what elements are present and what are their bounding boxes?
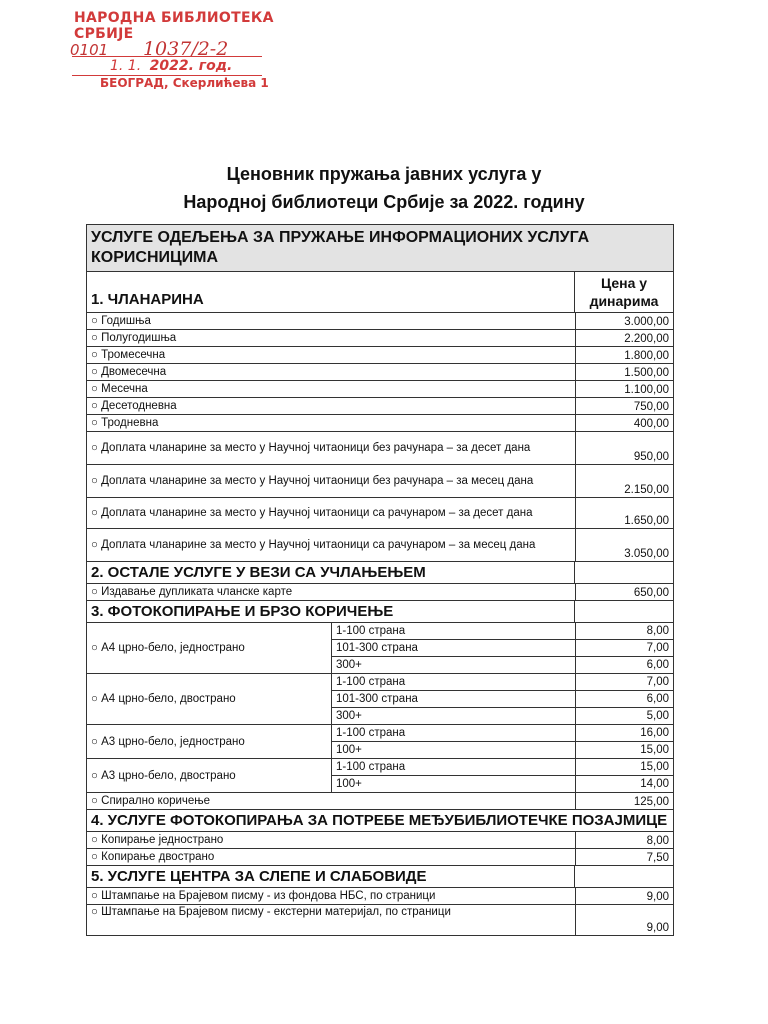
section-3-header <box>87 601 673 623</box>
item-name: ○ Штампање на Брајевом писму - из фондова НБС, по страници <box>91 890 436 902</box>
copy-group-a3-single <box>87 725 673 759</box>
item-name: ○ Издавање дупликата чланске карте <box>91 586 293 598</box>
copy-group-a4-double <box>87 674 673 725</box>
stamp-address: БЕОГРАД, Скерлићева 1 <box>100 76 269 90</box>
table-row <box>332 657 673 673</box>
stamp-date: 1. 1. <box>110 58 142 74</box>
price-table <box>86 224 674 936</box>
item-name: ○ Полугодишња <box>91 332 177 344</box>
copy-group-a4-single <box>87 623 673 674</box>
item-name: ○ Штампање на Брајевом писму - екстерни материјал, по страници <box>91 906 451 918</box>
band-line-1: УСЛУГЕ ОДЕЉЕЊА ЗА ПРУЖАЊЕ ИНФОРМАЦИОНИХ УСЛУГА <box>91 229 590 246</box>
item-price: 2.150,00 <box>575 465 673 497</box>
item-price: 9,00 <box>575 888 673 904</box>
table-row <box>332 759 673 776</box>
table-row <box>87 398 673 415</box>
page-range: 101-300 страна <box>336 642 418 654</box>
section-title: 2. ОСТАЛЕ УСЛУГЕ У ВЕЗИ СА УЧЛАЊЕЊЕМ <box>91 564 426 581</box>
table-row <box>87 849 673 866</box>
table-row <box>87 330 673 347</box>
section-4-header <box>87 810 673 832</box>
item-price: 9,00 <box>575 905 673 935</box>
table-row <box>87 432 673 465</box>
stamp-registry-number: 1037/2-2 <box>142 38 229 60</box>
item-name: ○ Доплата чланарине за место у Научној читаоници без рачунара – за десет дана <box>91 442 531 454</box>
item-price: 1.500,00 <box>575 364 673 380</box>
item-price: 5,00 <box>575 708 673 724</box>
item-name: ○ Доплата чланарине за место у Научној читаоници без рачунара – за месец дана <box>91 475 534 487</box>
table-row <box>87 465 673 498</box>
table-row <box>87 888 673 905</box>
price-column-header: Цена у динарима <box>574 272 673 312</box>
item-name: ○ Десетодневна <box>91 400 177 412</box>
page-range: 1-100 страна <box>336 727 406 739</box>
copy-group-a3-double <box>87 759 673 793</box>
item-name: ○ Месечна <box>91 383 148 395</box>
stamp-library-name: НАРОДНА БИБЛИОТЕКА СРБИЈЕ <box>74 10 274 42</box>
item-price: 7,00 <box>575 640 673 656</box>
item-price: 6,00 <box>575 691 673 707</box>
registry-stamp <box>60 4 300 96</box>
section-title: 5. УСЛУГЕ ЦЕНТРА ЗА СЛЕПЕ И СЛАБОВИДЕ <box>91 868 427 885</box>
item-name: ○ А3 црно-бело, двострано <box>91 769 236 782</box>
item-name: ○ Копирање двострано <box>91 851 215 863</box>
table-row <box>87 313 673 330</box>
item-name: ○ Двомесечна <box>91 366 167 378</box>
item-price: 2.200,00 <box>575 330 673 346</box>
section-2-header <box>87 562 673 584</box>
section-1-header <box>87 272 673 313</box>
table-row <box>87 498 673 529</box>
item-price: 6,00 <box>575 657 673 673</box>
item-price: 1.800,00 <box>575 347 673 363</box>
table-row <box>87 347 673 364</box>
item-price: 125,00 <box>575 793 673 809</box>
table-row <box>332 640 673 657</box>
stamp-date-line <box>110 58 232 74</box>
item-name: ○ Спирално коричење <box>91 795 211 807</box>
page-range: 1-100 страна <box>336 676 406 688</box>
page-range: 100+ <box>336 744 362 756</box>
item-price: 1.100,00 <box>575 381 673 397</box>
item-price: 16,00 <box>575 725 673 741</box>
stamp-line <box>72 56 262 57</box>
page-range: 300+ <box>336 659 362 671</box>
item-price: 15,00 <box>575 759 673 775</box>
table-row <box>332 674 673 691</box>
page-range: 100+ <box>336 778 362 790</box>
title-line-2: Народној библиотеци Србије за 2022. годину <box>183 192 585 212</box>
stamp-registry-prefix: 0101 <box>70 41 109 59</box>
table-row <box>87 793 673 810</box>
item-name: ○ Доплата чланарине за место у Научној читаоници са рачунаром – за десет дана <box>91 507 533 519</box>
section-title: 4. УСЛУГЕ ФОТОКОПИРАЊА ЗА ПОТРЕБЕ МЕЂУБИБЛИОТЕЧКЕ ПОЗАЈМИЦЕ <box>91 812 668 829</box>
item-price: 1.650,00 <box>575 498 673 528</box>
item-price: 7,00 <box>575 674 673 690</box>
item-price: 3.050,00 <box>575 529 673 561</box>
table-row <box>87 415 673 432</box>
item-price: 950,00 <box>575 432 673 464</box>
department-band <box>87 225 673 272</box>
section-5-header <box>87 866 673 888</box>
page-range: 1-100 страна <box>336 625 406 637</box>
table-row <box>332 708 673 724</box>
page-title <box>0 160 768 216</box>
item-price: 8,00 <box>575 623 673 639</box>
item-name: ○ Копирање једнострано <box>91 834 224 846</box>
item-price: 750,00 <box>575 398 673 414</box>
page-range: 300+ <box>336 710 362 722</box>
item-price: 14,00 <box>575 776 673 792</box>
section-title: 3. ФОТОКОПИРАЊЕ И БРЗО КОРИЧЕЊЕ <box>91 603 394 620</box>
table-row <box>87 529 673 562</box>
table-row <box>332 742 673 758</box>
item-price: 650,00 <box>575 584 673 600</box>
table-row <box>87 381 673 398</box>
item-price: 8,00 <box>575 832 673 848</box>
item-name: ○ Доплата чланарине за место у Научној читаоници са рачунаром – за месец дана <box>91 539 536 551</box>
table-row <box>87 832 673 849</box>
table-row <box>332 776 673 792</box>
table-row <box>332 725 673 742</box>
table-row <box>87 905 673 935</box>
item-name: ○ А4 црно-бело, једнострано <box>91 642 245 654</box>
item-name: ○ Тродневна <box>91 417 159 429</box>
title-line-1: Ценовник пружања јавних услуга у <box>226 164 542 184</box>
stamp-year: 2022. год. <box>149 58 233 74</box>
section-title: 1. ЧЛАНАРИНА <box>91 291 204 308</box>
table-row <box>332 691 673 708</box>
item-name: ○ А3 црно-бело, једнострано <box>91 735 245 748</box>
item-name: ○ А4 црно-бело, двострано <box>91 693 236 705</box>
item-price: 7,50 <box>575 849 673 865</box>
page-range: 101-300 страна <box>336 693 418 705</box>
item-price: 3.000,00 <box>575 313 673 329</box>
band-line-2: КОРИСНИЦИМА <box>91 249 219 266</box>
table-row <box>332 623 673 640</box>
item-price: 15,00 <box>575 742 673 758</box>
table-row <box>87 364 673 381</box>
table-row <box>87 584 673 601</box>
item-name: ○ Тромесечна <box>91 349 166 361</box>
item-price: 400,00 <box>575 415 673 431</box>
page-range: 1-100 страна <box>336 761 406 773</box>
item-name: ○ Годишња <box>91 315 151 327</box>
